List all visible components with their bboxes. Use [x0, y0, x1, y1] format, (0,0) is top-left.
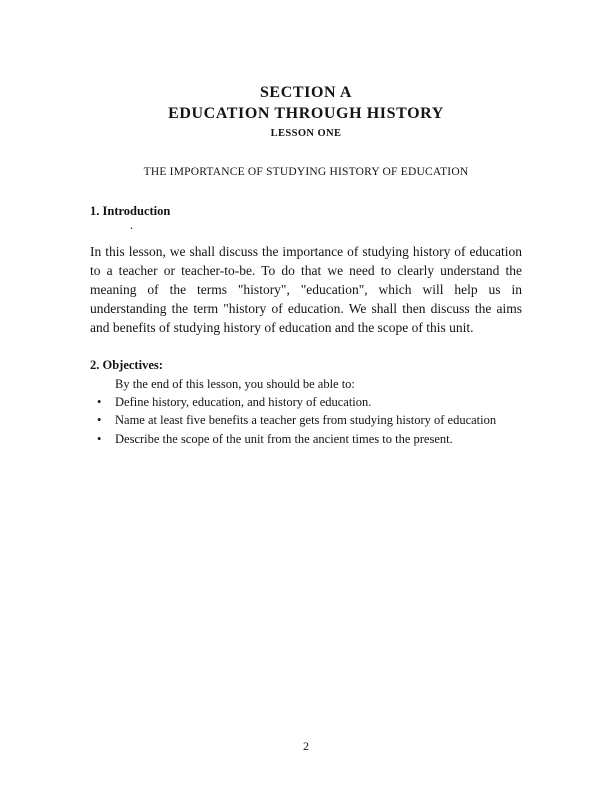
- bullet-icon: •: [97, 431, 102, 446]
- objective-item-text: Describe the scope of the unit from the ancient times to the present.: [115, 431, 453, 446]
- section-subtitle: EDUCATION THROUGH HISTORY: [168, 105, 444, 122]
- introduction-paragraph: In this lesson, we shall discuss the importance of studying history of education to a teacher or teacher-to-be. To do that we need to clearly understand the meaning of the terms "history", "education", which will help us in understanding the term "history of education. We shall then discuss the aims and benefits of studying history of education and the scope of this unit.: [90, 243, 522, 336]
- objectives-intro: By the end of this lesson, you should be able to:: [115, 376, 355, 391]
- objectives-heading: 2. Objectives:: [90, 357, 163, 372]
- list-item: [90, 431, 522, 449]
- bullet-icon: •: [97, 413, 102, 428]
- lesson-title: THE IMPORTANCE OF STUDYING HISTORY OF EDUCATION: [143, 166, 469, 178]
- objective-item-text: Name at least five benefits a teacher gets from studying history of education: [115, 413, 497, 428]
- stray-period: .: [130, 218, 134, 232]
- list-item: [90, 394, 522, 412]
- objectives-list: [90, 394, 522, 449]
- page-number: 2: [303, 739, 309, 753]
- section-title: SECTION A: [259, 84, 353, 101]
- list-item: [90, 412, 522, 430]
- lesson-label: LESSON ONE: [270, 128, 342, 139]
- introduction-heading: 1. Introduction: [90, 204, 171, 218]
- objective-item-text: Define history, education, and history of education.: [115, 394, 372, 409]
- bullet-icon: •: [97, 394, 102, 409]
